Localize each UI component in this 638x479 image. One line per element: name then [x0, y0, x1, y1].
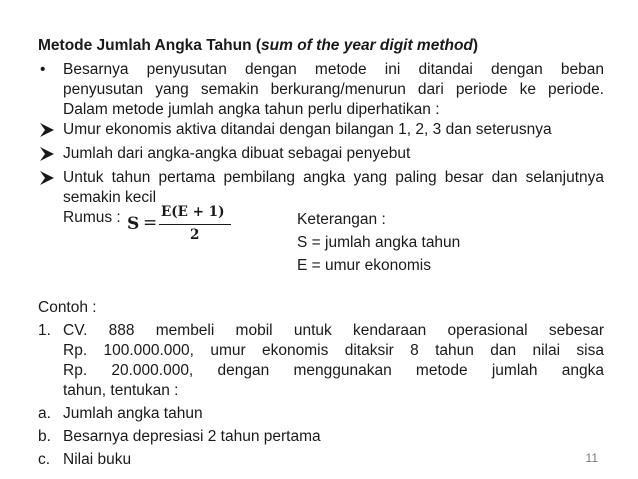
title-close: ): [472, 37, 479, 54]
contoh-item-marker: c.: [38, 451, 51, 468]
keterangan-s: S = jumlah angka tahun: [297, 234, 461, 251]
keterangan-e: E = umur ekonomis: [297, 257, 431, 274]
formula-numerator: E(E + 1): [161, 204, 225, 220]
contoh-item: Besarnya depresiasi 2 tahun pertama: [63, 428, 321, 445]
formula-denominator: 2: [190, 227, 200, 243]
contoh-label: Contoh :: [38, 299, 97, 316]
title-main: Metode Jumlah Angka Tahun (: [38, 37, 262, 54]
formula-fraction-bar: [159, 224, 231, 225]
arrow-bullet-icon: [40, 147, 54, 161]
contoh-line-1: CV. 888 membeli mobil untuk kendaraan operasional sebesar: [63, 322, 604, 339]
bullet-line-2: penyusutan yang semakin berkurang/menurun dari periode ke periode.: [63, 81, 604, 98]
section-title: [38, 36, 478, 56]
arrow-bullet-icon: [40, 123, 54, 137]
formula: [127, 204, 237, 244]
arrow-item-1: Umur ekonomis aktiva ditandai dengan bilangan 1, 2, 3 dan seterusnya: [63, 121, 552, 138]
title-italic: sum of the year digit method: [261, 37, 473, 54]
arrow-item-3-line-1: Untuk tahun pertama pembilang angka yang paling besar dan selanjutnya: [63, 169, 604, 186]
rumus-label: Rumus :: [63, 209, 121, 226]
bullet-line-1: Besarnya penyusutan dengan metode ini ditandai dengan beban: [63, 61, 604, 78]
arrow-bullet-icon: [40, 171, 54, 185]
contoh-item: Nilai buku: [63, 451, 132, 468]
contoh-line-2: Rp. 100.000.000, umur ekonomis ditaksir 8 tahun dan nilai sisa: [63, 342, 604, 359]
keterangan-title: Keterangan :: [297, 211, 386, 228]
formula-equals: =: [143, 213, 158, 233]
contoh-item-marker: b.: [38, 428, 51, 445]
page-number: 11: [585, 451, 598, 465]
arrow-item-2: Jumlah dari angka-angka dibuat sebagai penyebut: [63, 145, 411, 162]
contoh-line-3: Rp. 20.000.000, dengan menggunakan metode jumlah angka: [63, 362, 604, 379]
contoh-item: Jumlah angka tahun: [63, 405, 203, 422]
contoh-item-marker: a.: [38, 405, 51, 422]
arrow-item-3-line-2: semakin kecil: [63, 189, 157, 206]
bullet-line-3: Dalam metode jumlah angka tahun perlu diperhatikan :: [63, 101, 440, 118]
formula-lhs: S: [127, 214, 140, 234]
bullet-marker: •: [40, 61, 46, 78]
contoh-line-4: tahun, tentukan :: [63, 382, 179, 399]
contoh-number: 1.: [38, 322, 51, 339]
